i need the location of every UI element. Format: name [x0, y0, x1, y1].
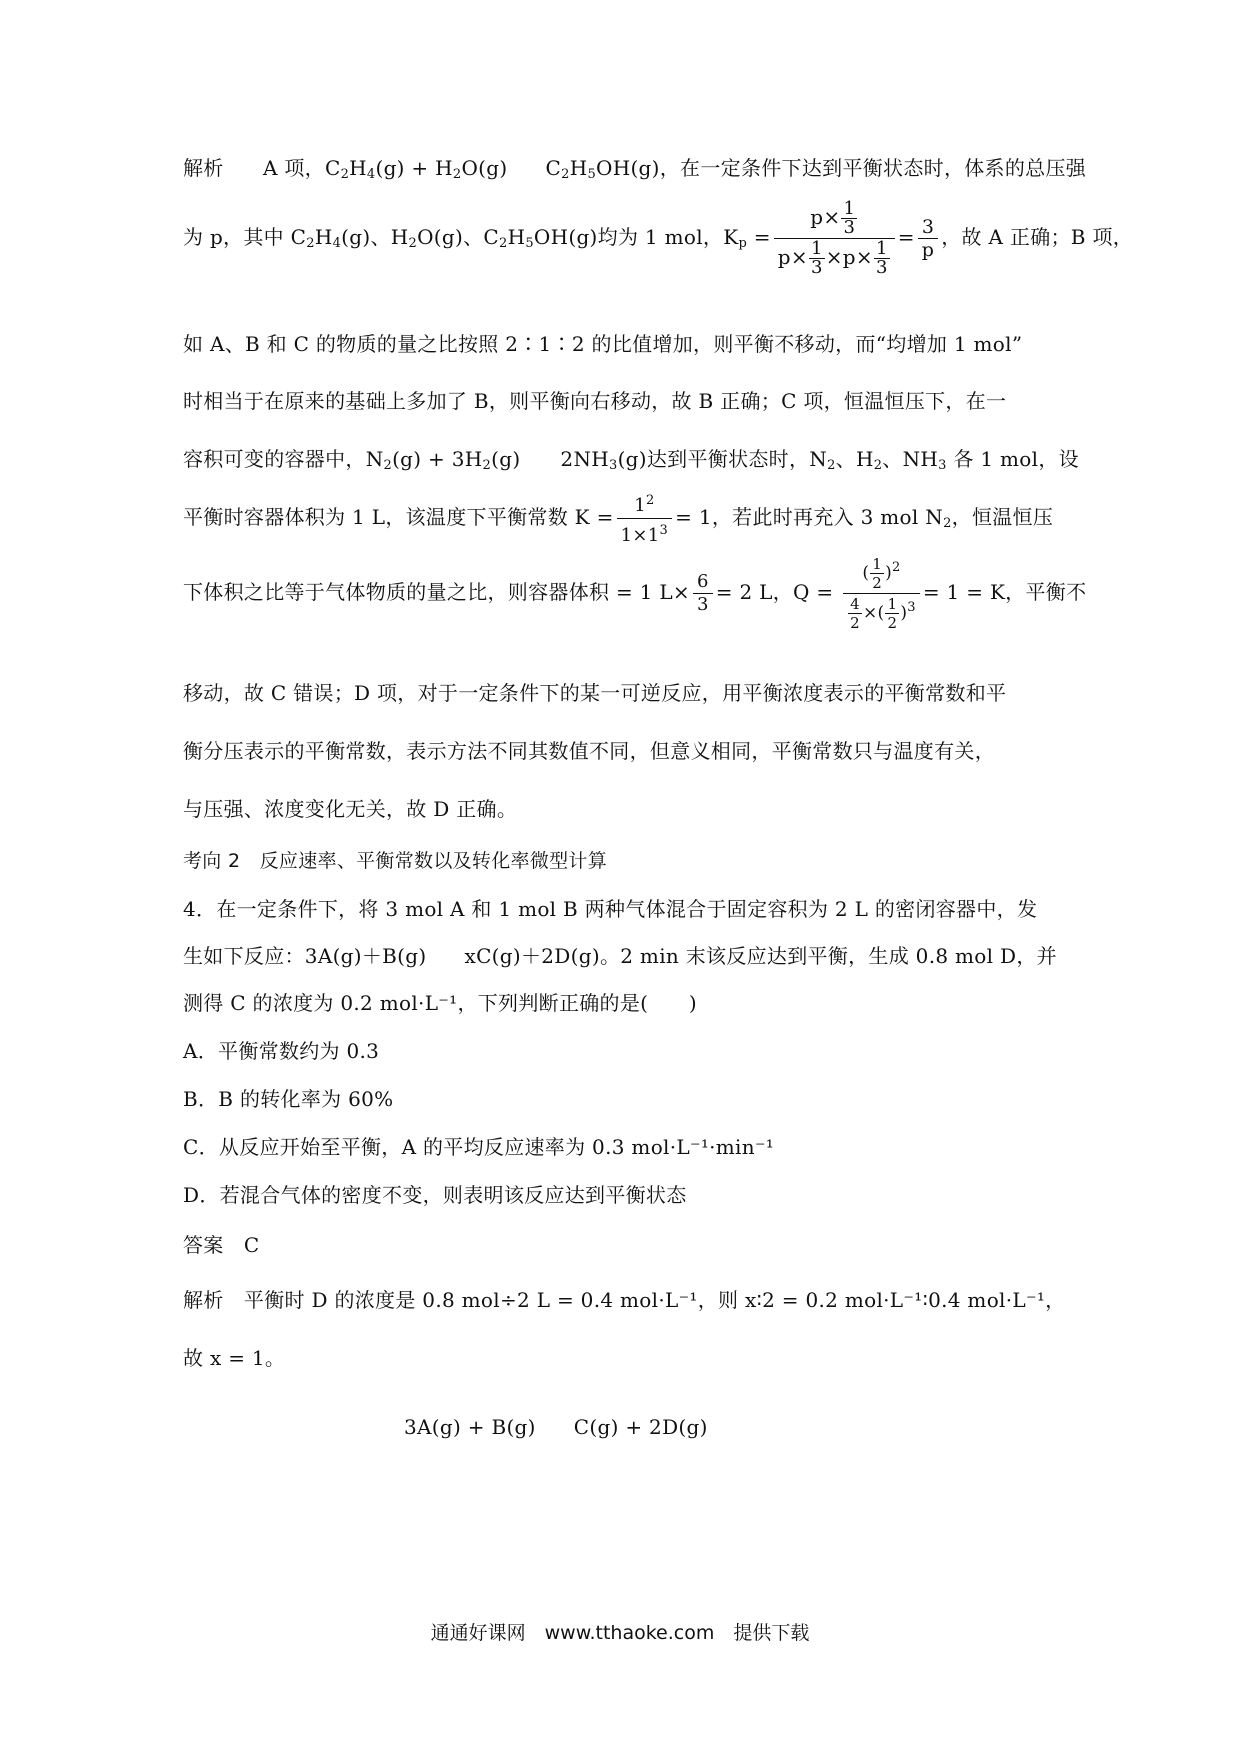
option-d: D．若混合气体的密度不变，则表明该反应达到平衡状态 [183, 1183, 687, 1207]
analysis-line-9: 衡分压表示的平衡常数，表示方法不同其数值不同，但意义相同，平衡常数只与温度有关， [183, 739, 995, 763]
k-fraction: $\frac{1^2}{1\times 1^3}$ [617, 490, 672, 547]
reaction-equation: 3A(g) + B(g) C(g) + 2D(g) [404, 1415, 708, 1439]
analysis-line-2: 为 p，其中 $C_2H_4(g)$、$H_2O(g)$、$C_2H_5OH(g)$均为 1 mol，$K_p$ = p× $\frac{1}{3}$ p× $\frac{1}{3}$ ×p× $\frac{1}{3}$ = $\frac{3}{p}$ ，故 A 正确；B 项， [183, 198, 1134, 278]
kp-result-fraction: $\frac{3}{p}$ [918, 217, 938, 260]
footer-watermark: 通通好课网 www.tthaoke.com 提供下载 [430, 1622, 810, 1644]
analysis-2-line-1: 解析 平衡时 D 的浓度是 0.8 mol÷2 L = 0.4 mol·L⁻¹，则 x∶2 = 0.2 mol·L⁻¹∶0.4 mol·L⁻¹， [183, 1288, 1066, 1312]
q-fraction: ( $\frac{1}{2}$ )$^2$ $\frac{4}{2}$ ×( $\frac{1}{2}$ )$^3$ [843, 555, 920, 632]
analysis-line-5: 容积可变的容器中，$N_2(g) + 3H_2(g)$ $2NH_3(g)$达到平衡状态时，$N_2$、$H_2$、$NH_3$ 各 1 mol，设 [183, 447, 1079, 473]
option-c: C．从反应开始至平衡，A 的平均反应速率为 0.3 mol·L⁻¹·min⁻¹ [183, 1135, 775, 1159]
analysis-line-6: 平衡时容器体积为 1 L，该温度下平衡常数 K = $\frac{1^2}{1\times 1^3}$ = 1，若此时再充入 3 mol $N_2$，恒温恒压 [183, 490, 1053, 547]
question-4-line-3: 测得 C 的浓度为 0.2 mol·L⁻¹，下列判断正确的是( ) [183, 991, 697, 1015]
analysis-line-8: 移动，故 C 错误；D 项，对于一定条件下的某一可逆反应，用平衡浓度表示的平衡常数和平 [183, 681, 1007, 705]
answer: 答案 C [183, 1233, 260, 1257]
analysis-line-4: 时相当于在原来的基础上多加了 B，则平衡向右移动，故 B 正确；C 项，恒温恒压下，在一 [183, 389, 1007, 413]
analysis-line-10: 与压强、浓度变化无关，故 D 正确。 [183, 797, 518, 821]
volume-fraction: $\frac{6}{3}$ [693, 572, 713, 615]
analysis-2-line-2: 故 x = 1。 [183, 1346, 286, 1370]
question-4-line-1: 4．在一定条件下，将 3 mol A 和 1 mol B 两种气体混合于固定容积为 2 L 的密闭容器中，发 [183, 897, 1038, 921]
analysis-line-1: 解析 A 项，$C_2H_4(g) + H_2O(g)$ $C_2H_5OH(g)$，在一定条件下达到平衡状态时，体系的总压强 [183, 156, 1087, 182]
kp-fraction: p× $\frac{1}{3}$ p× $\frac{1}{3}$ ×p× $\frac{1}{3}$ [774, 200, 895, 277]
question-4-line-2: 生如下反应：3A(g)＋B(g) xC(g)＋2D(g)。2 min 末该反应达到平衡，生成 0.8 mol D，并 [183, 944, 1057, 968]
analysis-line-7: 下体积之比等于气体物质的量之比，则容器体积 = 1 L× $\frac{6}{3}$ = 2 L，Q = ( $\frac{1}{2}$ )$^2$ $\frac{4}{2}$ ×( $\frac{1}{2}$ )$^3$ = 1 = K，平衡不 [183, 555, 1087, 632]
analysis-label: 解析 [183, 156, 224, 180]
section-heading: 考向 2 反应速率、平衡常数以及转化率微型计算 [183, 850, 608, 872]
option-b: B．B 的转化率为 60% [183, 1087, 394, 1111]
option-a: A．平衡常数约为 0.3 [183, 1039, 380, 1063]
analysis-line-3: 如 A、B 和 C 的物质的量之比按照 2∶1∶2 的比值增加，则平衡不移动，而“均增加 1 mol” [183, 332, 1023, 356]
